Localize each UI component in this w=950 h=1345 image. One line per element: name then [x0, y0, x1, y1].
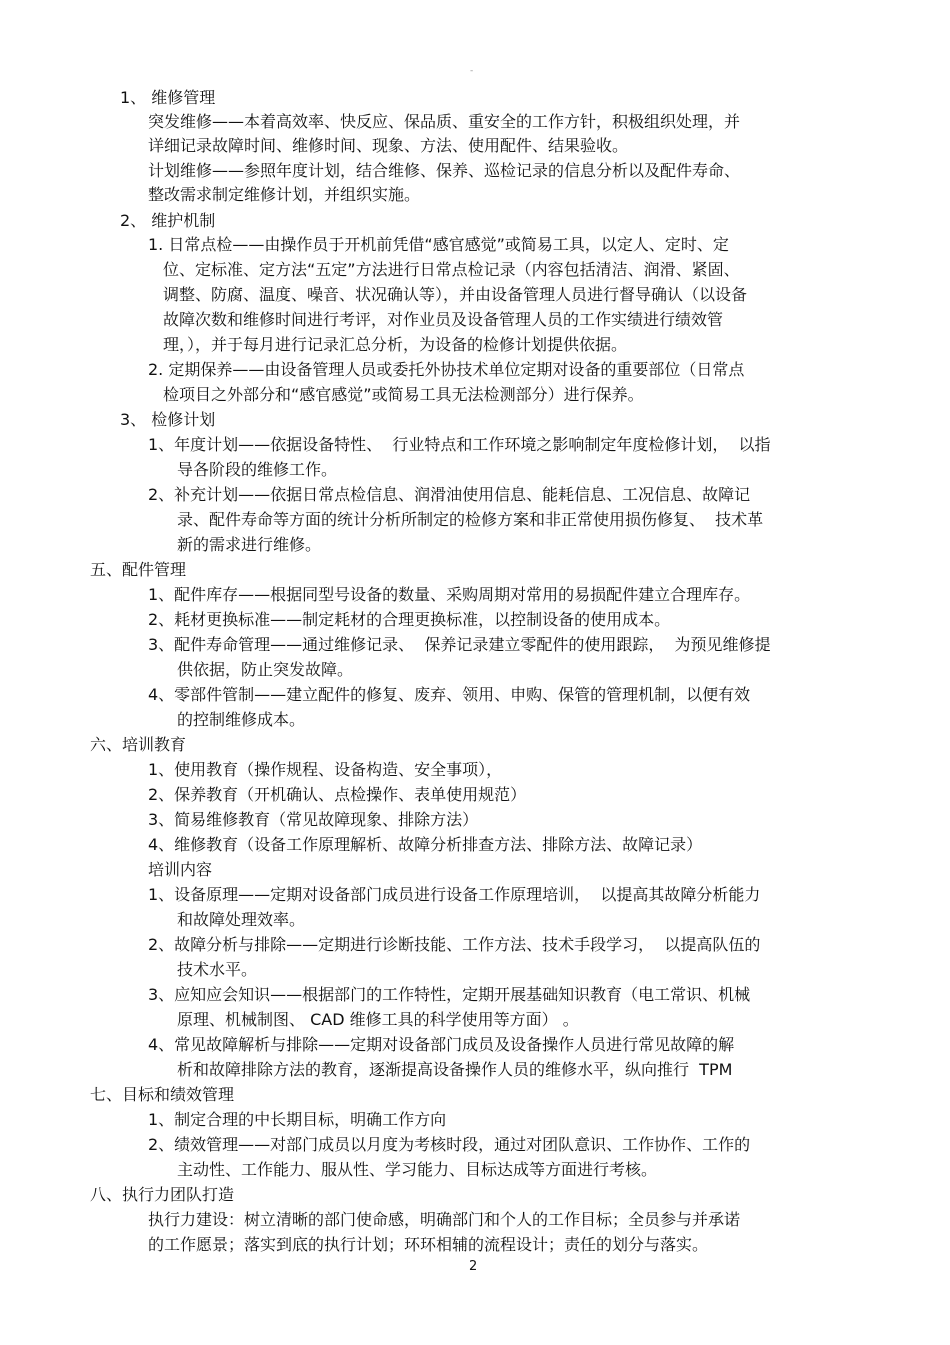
text-line: 2、绩效管理——对部门成员以月度为考核时段，通过对团队意识、工作协作、工作的	[148, 1135, 751, 1154]
text-line: 2、耗材更换标准——制定耗材的合理更换标准，以控制设备的使用成本。	[148, 610, 671, 629]
text-line: 供依据，防止突发故障。	[177, 660, 354, 679]
text-line: 计划维修——参照年度计划，结合维修、保养、巡检记录的信息分析以及配件寿命、	[148, 161, 741, 180]
top-mark: -	[470, 66, 474, 76]
text-line: 五、配件管理	[90, 560, 187, 579]
text-line: 六、培训教育	[90, 735, 187, 754]
text-line: 执行力建设：树立清晰的部门使命感，明确部门和个人的工作目标；全员参与并承诺	[148, 1210, 741, 1229]
text-line: 原理、机械制图、 CAD 维修工具的科学使用等方面） 。	[177, 1010, 579, 1029]
text-line: 2、 维护机制	[120, 211, 216, 230]
text-line: 和故障处理效率。	[177, 910, 306, 929]
text-line: 1、 维修管理	[120, 88, 216, 107]
text-line: 1、使用教育（操作规程、设备构造、安全事项），	[148, 760, 503, 779]
text-line: 检项目之外部分和“感官感觉”或简易工具无法检测部分）进行保养。	[163, 385, 644, 404]
text-line: 1. 日常点检——由操作员于开机前凭借“感官感觉”或简易工具，以定人、定时、定	[148, 235, 729, 254]
text-line: 故障次数和维修时间进行考评，对作业员及设备管理人员的工作实绩进行绩效管	[163, 310, 724, 329]
text-line: 1、年度计划——依据设备特性、 行业特点和工作环境之影响制定年度检修计划， 以指	[148, 435, 771, 454]
text-line: 位、定标准、定方法“五定”方法进行日常点检记录（内容包括清洁、润滑、紧固、	[163, 260, 740, 279]
text-line: 理，），并于每月进行记录汇总分析，为设备的检修计划提供依据。	[163, 335, 628, 354]
text-line: 4、零部件管制——建立配件的修复、废弃、领用、申购、保管的管理机制，以便有效	[148, 685, 751, 704]
text-line: 培训内容	[148, 860, 213, 879]
text-line: 1、设备原理——定期对设备部门成员进行设备工作原理培训， 以提高其故障分析能力	[148, 885, 761, 904]
text-line: 整改需求制定维修计划，并组织实施。	[148, 185, 421, 204]
text-line: 导各阶段的维修工作。	[177, 460, 338, 479]
text-line: 新的需求进行维修。	[177, 535, 322, 554]
page-number: 2	[469, 1259, 478, 1274]
text-line: 详细记录故障时间、维修时间、现象、方法、使用配件、结果验收。	[148, 136, 629, 155]
text-line: 调整、防腐、温度、噪音、状况确认等），并由设备管理人员进行督导确认（以设备	[163, 285, 748, 304]
text-line: 主动性、工作能力、服从性、学习能力、目标达成等方面进行考核。	[177, 1160, 658, 1179]
text-line: 八、执行力团队打造	[90, 1185, 235, 1204]
text-line: 3、配件寿命管理——通过维修记录、 保养记录建立零配件的使用跟踪， 为预见维修提	[148, 635, 771, 654]
text-line: 1、制定合理的中长期目标，明确工作方向	[148, 1110, 447, 1129]
text-line: 技术水平。	[177, 960, 258, 979]
text-line: 3、 检修计划	[120, 410, 216, 429]
text-line: 的工作愿景；落实到底的执行计划；环环相辅的流程设计；责任的划分与落实。	[148, 1235, 709, 1254]
text-line: 七、目标和绩效管理	[90, 1085, 235, 1104]
text-line: 析和故障排除方法的教育，逐渐提高设备操作人员的维修水平，纵向推行 TPM	[177, 1060, 733, 1079]
text-line: 2、保养教育（开机确认、点检操作、表单使用规范）	[148, 785, 527, 804]
text-line: 3、应知应会知识——根据部门的工作特性，定期开展基础知识教育（电工常识、机械	[148, 985, 751, 1004]
text-line: 2. 定期保养——由设备管理人员或委托外协技术单位定期对设备的重要部位（日常点	[148, 360, 745, 379]
text-line: 2、补充计划——依据日常点检信息、润滑油使用信息、能耗信息、工况信息、故障记	[148, 485, 751, 504]
text-line: 4、常见故障解析与排除——定期对设备部门成员及设备操作人员进行常见故障的解	[148, 1035, 735, 1054]
text-line: 的控制维修成本。	[177, 710, 306, 729]
text-line: 录、配件寿命等方面的统计分析所制定的检修方案和非正常使用损伤修复、 技术革	[177, 510, 764, 529]
text-line: 突发维修——本着高效率、快反应、保品质、重安全的工作方针，积极组织处理，并	[148, 112, 741, 131]
text-line: 1、配件库存——根据同型号设备的数量、采购周期对常用的易损配件建立合理库存。	[148, 585, 751, 604]
text-line: 3、简易维修教育（常见故障现象、排除方法）	[148, 810, 479, 829]
text-line: 2、故障分析与排除——定期进行诊断技能、工作方法、技术手段学习， 以提高队伍的	[148, 935, 761, 954]
text-line: 4、维修教育（设备工作原理解析、故障分析排查方法、排除方法、故障记录）	[148, 835, 703, 854]
